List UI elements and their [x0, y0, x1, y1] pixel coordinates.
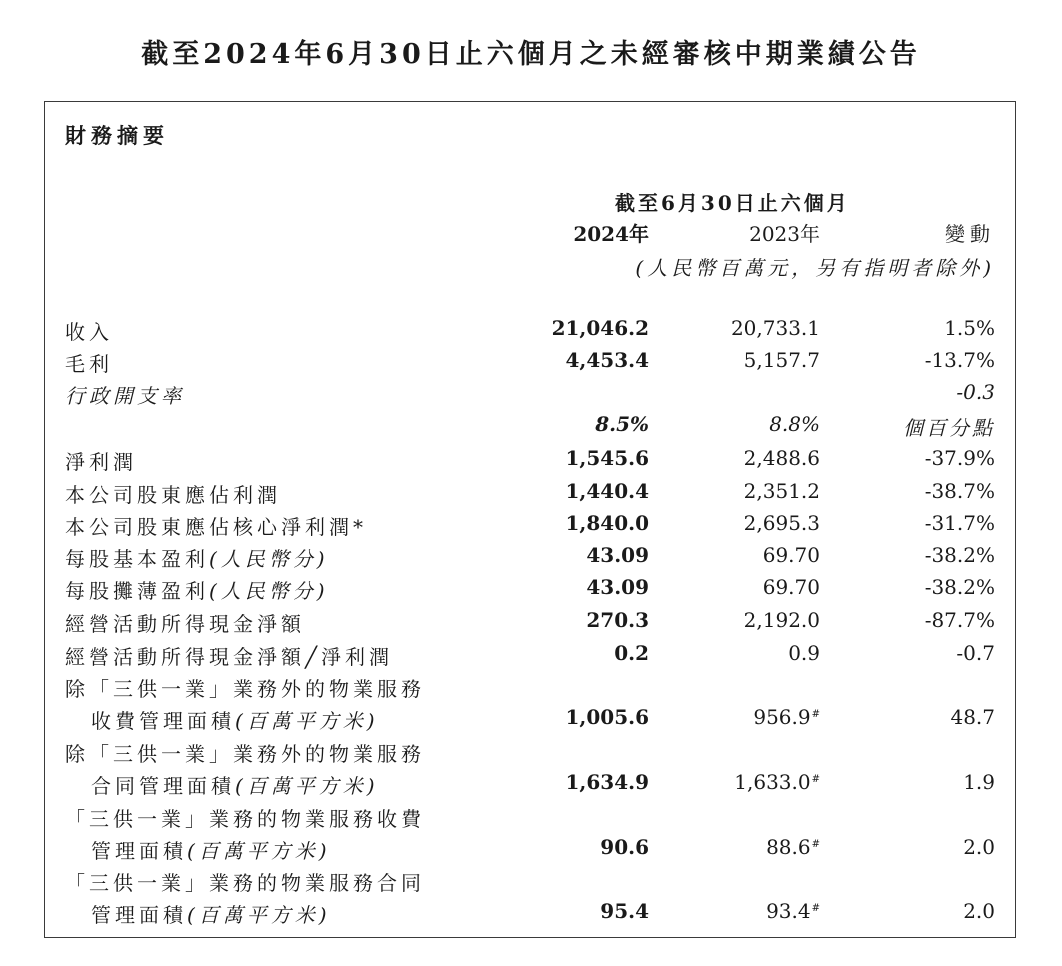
label-text: 管理面積: [91, 903, 187, 927]
value-2024: 90.6: [600, 835, 649, 859]
value-2024: 1,545.6: [565, 446, 649, 470]
financial-summary-box: [44, 101, 1016, 938]
period-header: 截至6月30日止六個月: [615, 191, 850, 215]
table-row-continued: [45, 703, 1015, 735]
value-2023: 2,192.0: [743, 608, 820, 632]
value-2024: 1,840.0: [565, 511, 649, 535]
col-change-header: 變動: [945, 222, 995, 246]
value-change: -0.3: [956, 380, 995, 404]
value-change: -38.2%: [924, 575, 995, 599]
row-label: 「三供一業」業務的物業服務收費: [65, 807, 425, 831]
value-2024: 21,046.2: [551, 316, 649, 340]
section-title: 財務摘要: [65, 123, 169, 148]
value-change: 48.7: [950, 705, 995, 729]
row-label: 經營活動所得現金淨額╱淨利潤: [65, 645, 394, 669]
label-unit: (百萬平方米): [187, 839, 331, 863]
table-row: [45, 477, 1015, 509]
value-change: 2.0: [963, 835, 995, 859]
value-2024: 1,634.9: [565, 770, 649, 794]
value-2024: 270.3: [586, 608, 649, 632]
row-label-continued: [91, 899, 331, 928]
value-2023: 69.70: [762, 575, 820, 599]
value-change: 2.0: [963, 899, 995, 923]
value-2023: 2,488.6: [743, 446, 820, 470]
cropped-text-fragment: [418, 0, 638, 3]
table-row-continued: [45, 897, 1015, 929]
value-text: 956.9: [753, 705, 811, 729]
table-row-continued: [45, 768, 1015, 800]
row-label: 除「三供一業」業務外的物業服務: [65, 677, 425, 701]
table-row: [45, 671, 1015, 703]
value-2024: 43.09: [586, 575, 649, 599]
value-text: 88.6: [766, 835, 811, 859]
row-label: 除「三供一業」業務外的物業服務: [65, 742, 425, 766]
value-2024: 1,005.6: [565, 705, 649, 729]
value-2023: [766, 835, 820, 859]
table-row: [45, 736, 1015, 768]
value-2023: 5,157.7: [743, 348, 820, 372]
row-label: [65, 575, 329, 604]
value-2023: 8.8%: [769, 412, 820, 436]
table-row: [45, 541, 1015, 573]
value-2024: 43.09: [586, 543, 649, 567]
row-label: 經營活動所得現金淨額: [65, 612, 305, 636]
label-text: 收費管理面積: [91, 709, 235, 733]
value-2024: 1,440.4: [565, 479, 649, 503]
table-row-continued: [45, 410, 1015, 442]
value-change: -38.2%: [924, 543, 995, 567]
table-row: [45, 639, 1015, 671]
footnote-mark: #: [811, 903, 820, 914]
table-row-continued: [45, 833, 1015, 865]
value-2023: 69.70: [762, 543, 820, 567]
table-row: [45, 606, 1015, 638]
label-unit: (人民幣分): [209, 579, 329, 603]
value-2023: [766, 899, 820, 923]
row-label-continued: [91, 705, 379, 734]
value-change: -87.7%: [924, 608, 995, 632]
row-label: [65, 543, 329, 572]
value-2023: 20,733.1: [730, 316, 820, 340]
label-unit: (百萬平方米): [235, 774, 379, 798]
value-change: 1.9: [963, 770, 995, 794]
value-change: 1.5%: [944, 316, 995, 340]
page-title: 截至2024年6月30日止六個月之未經審核中期業績公告: [141, 39, 921, 70]
value-text: 1,633.0: [734, 770, 811, 794]
footnote-mark: #: [811, 709, 820, 720]
row-label: 本公司股東應佔利潤: [65, 483, 281, 507]
value-2023: 2,695.3: [743, 511, 820, 535]
table-row: [45, 346, 1015, 378]
table-row: [45, 509, 1015, 541]
value-2024: 95.4: [600, 899, 649, 923]
value-2024: 0.2: [614, 641, 649, 665]
row-label: 行政開支率: [65, 384, 185, 408]
table-row: [45, 378, 1015, 410]
row-label: 本公司股東應佔核心淨利潤*: [65, 515, 367, 539]
label-text: 每股攤薄盈利: [65, 579, 209, 603]
row-label: 淨利潤: [65, 450, 137, 474]
label-text: 管理面積: [91, 839, 187, 863]
row-label-continued: [91, 835, 331, 864]
footnote-mark: #: [811, 839, 820, 850]
row-label-continued: [91, 770, 379, 799]
col-2023-header: 2023年: [749, 222, 820, 246]
value-2023: [753, 705, 820, 729]
row-label: 「三供一業」業務的物業服務合同: [65, 871, 425, 895]
value-change: -31.7%: [924, 511, 995, 535]
value-2023: 0.9: [788, 641, 820, 665]
value-2024: 4,453.4: [565, 348, 649, 372]
label-unit: (百萬平方米): [187, 903, 331, 927]
row-label: 收入: [65, 320, 113, 344]
change-unit: 個百分點: [903, 416, 995, 440]
value-text: 93.4: [766, 899, 811, 923]
col-2024-header: 2024年: [573, 222, 649, 246]
footnote-mark: #: [811, 774, 820, 785]
table-row: [45, 314, 1015, 346]
value-change: -13.7%: [924, 348, 995, 372]
table-row: [45, 444, 1015, 476]
value-2024: 8.5%: [595, 412, 649, 436]
unit-header: (人民幣百萬元，另有指明者除外): [635, 256, 995, 280]
row-label: 毛利: [65, 352, 113, 376]
label-unit: (百萬平方米): [235, 709, 379, 733]
value-change: -0.7: [956, 641, 995, 665]
label-unit: (人民幣分): [209, 547, 329, 571]
table-row: [45, 573, 1015, 605]
table-row: [45, 801, 1015, 833]
value-2023: [734, 770, 820, 794]
value-change: -37.9%: [924, 446, 995, 470]
table-row: [45, 865, 1015, 897]
value-change: -38.7%: [924, 479, 995, 503]
label-text: 每股基本盈利: [65, 547, 209, 571]
label-text: 合同管理面積: [91, 774, 235, 798]
value-2023: 2,351.2: [743, 479, 820, 503]
